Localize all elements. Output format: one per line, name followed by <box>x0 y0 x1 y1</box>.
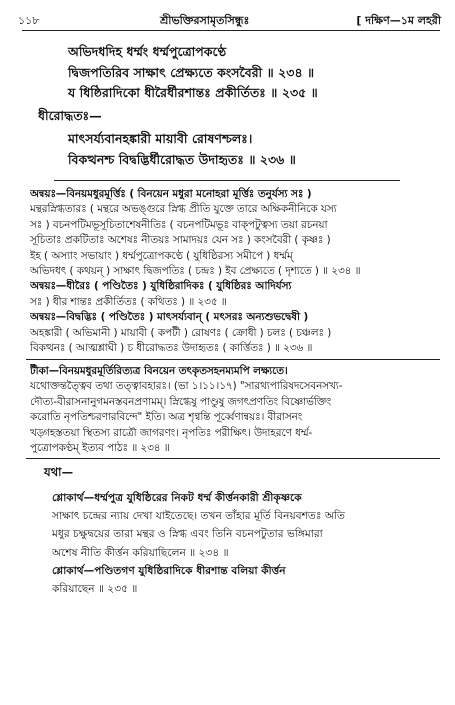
book-title: শ্রীভক্তিরসামৃতসিন্ধুঃ <box>160 14 250 27</box>
page-header <box>18 10 441 30</box>
translation-line: অশেষ নীতি কীর্ত্তন করিয়াছিলেন ॥ ২৩৪ ॥ <box>52 546 229 559</box>
dhirodhata-heading: ধীরোদ্ধতঃ— <box>38 108 102 123</box>
translation-line: শ্লোকার্থ—ধর্ম্মপুত্র যুধিষ্ঠিরের নিকট ধর্ম্ম কীর্ত্তনকারী শ্রীকৃষ্ণকে <box>52 492 302 504</box>
anvaya-commentary <box>30 187 440 356</box>
tika-line: খড়্গহস্ততয়া স্থিতস্য রাত্রৌ জাগরণং। নৃপতিঃ পরীক্ষিৎ। উদাহরণে ধর্ম্ম- <box>30 426 313 439</box>
tika-line: যথোক্তন্তত্ত্বৈব তথা তত্ত্বাবহারঃ। (ভা ১।১১।১৭) "সারথ্যপারিষদসেবনসখ্য- <box>30 380 343 393</box>
verse-line: অভিদধদিহ ধর্ম্মং ধর্ম্মপুত্রোপকণ্ঠে <box>68 44 227 59</box>
section-divider <box>26 359 440 360</box>
tika-line: দৌত্য-বীরাসনানুগমনস্তবনপ্রণামম্। স্নিগ্ধেষু পাণ্ডুষু জগৎপ্রণতিং বিষ্ণোর্ভক্তিং <box>30 395 332 408</box>
page-number: ১১৮ <box>18 14 40 27</box>
anvaya-line: অন্বয়ঃ—ধীরৈঃ ( পণ্ডিতৈঃ ) যুধিষ্ঠিরাদিকঃ ( যুধিষ্ঠিরঃ আদির্যস্য <box>30 280 292 293</box>
section-divider <box>26 458 440 459</box>
anvaya-line: মন্থরস্নিগ্ধতারঃ ( মন্থরে অভঙ্গুরে স্নিগ্ধ প্রীতি যুক্তে তারে অক্ষিকনীনিকে যস্য <box>30 203 337 216</box>
anvaya-line: সূচিতাঃ প্রকটিতাঃ অশেষঃ নীতয়ঃ সামাদয়ঃ যেন সঃ ) কংসবৈরী ( কৃষ্ণঃ ) <box>30 234 331 247</box>
translation-line: শ্লোকার্থ—পণ্ডিতগণ যুধিষ্ঠিরাদিকে ধীরশান্ত বলিয়া কীর্ত্তন <box>52 564 286 577</box>
verse-line: য ধিষ্ঠিরাদিকো ধীরৈর্ধীরশান্তঃ প্রকীর্তিতঃ ॥ ২৩৫ ॥ <box>68 85 318 100</box>
anvaya-line: ইহ ( অস্যাং সভায়াং ) ধর্ম্মপুত্রোপকণ্ঠে ( যুধিষ্ঠিরস্য সমীপে ) ধর্ম্মম্ <box>30 249 293 262</box>
anvaya-line: অন্বয়ঃ—বিদ্বদ্ভিঃ ( পণ্ডিতৈঃ ) মাৎসর্য্যবান্ ( মৎসরঃ অন্যশুভদ্বেষী ) <box>30 311 309 324</box>
anvaya-line: অহঙ্কারী ( অভিমানী ) মায়াবী ( কপটী ) রোষণঃ ( ক্রোধী ) চলঃ ( চঞ্চলঃ ) <box>30 326 332 339</box>
anvaya-line: সঃ ) ধীর শান্তঃ প্রকীর্তিতঃ ( কথিতঃ ) ॥ ২৩৫ ॥ <box>30 295 227 308</box>
verse-line: মাৎসর্য্যবানহঙ্কারী মায়াবী রোষণশ্চলঃ। <box>68 131 253 146</box>
header-rule <box>22 30 440 31</box>
section-divider <box>54 180 400 181</box>
yatha-label: যথা— <box>44 465 74 479</box>
tika-line: টীকা—বিনয়মধুরমূর্তিরিত্যত্র বিনয়েন তৎকৃতসহনম্যমপি লক্ষ্যতে। <box>30 365 288 377</box>
anvaya-line: সঃ ) বচনপটিমভূসূচিতাশেষনীতিঃ ( বচনপটিমভূঃ বাক্পটুত্বস্য তয়া রচনয়া <box>30 218 328 231</box>
section-label: [ দক্ষিণ—১ম লহরী <box>356 14 441 27</box>
tika-line: করোতি নৃপতিশ্চরণারবিন্দে" ইতি। অত্র শৃণ্বন্তি পূর্ব্বেণান্বয়ঃ। বীরাসনং <box>30 411 303 424</box>
translation-line: করিয়াছেন ॥ ২৩৫ ॥ <box>52 583 138 596</box>
anvaya-line: অন্বয়ঃ—বিনয়মধুরমূর্ত্তিঃ ( বিনয়েন মধুরা মনোহরা মূর্ত্তিঃ তনুর্যস্য সঃ ) <box>30 188 312 200</box>
verse-line: বিকত্থনশ্চ বিদ্বদ্ভির্ধীরোদ্ধত উদাহৃতঃ ॥ ২৩৬ ॥ <box>68 152 296 167</box>
anvaya-line: অভিদধৎ ( কথয়ন্ ) সাক্ষাৎ দ্বিজপতিঃ ( চন্দ্রঃ ) ইব প্রেক্ষ্যতে ( দৃশ্যতে ) ॥ ২৩৪ ॥ <box>30 265 361 278</box>
tika-commentary <box>30 364 440 456</box>
bengali-translation <box>52 489 440 598</box>
translation-line: সাক্ষাৎ চন্দ্রের ন্যায় দেখা যাইতেছে। তখন তাঁহার মূর্তি বিনয়বশতঃ অতি <box>52 510 346 523</box>
sanskrit-verse-234 <box>68 42 318 104</box>
verse-line: দ্বিজপতিরিব সাক্ষাৎ প্রেক্ষ্যতে কংসবৈরী ॥ ২৩৪ ॥ <box>68 64 315 80</box>
tika-line: পুত্রোপকণ্ঠম্ ইত্যব পাঠঃ ॥ ২৩৪ ॥ <box>30 442 170 455</box>
anvaya-line: বিকত্থনঃ ( আত্মশ্লাঘী ) চ ধীরোদ্ধতঃ উদাহৃতঃ ( কার্ত্তিতঃ ) ॥ ২৩৬ ॥ <box>30 342 313 355</box>
translation-line: মধুর চক্ষুদ্বয়ের তারা মন্থর ও স্নিগ্ধ এবং তিনি বচনপটুতার ভঙ্গিমারা <box>52 528 323 541</box>
sanskrit-verse-236 <box>68 128 296 170</box>
